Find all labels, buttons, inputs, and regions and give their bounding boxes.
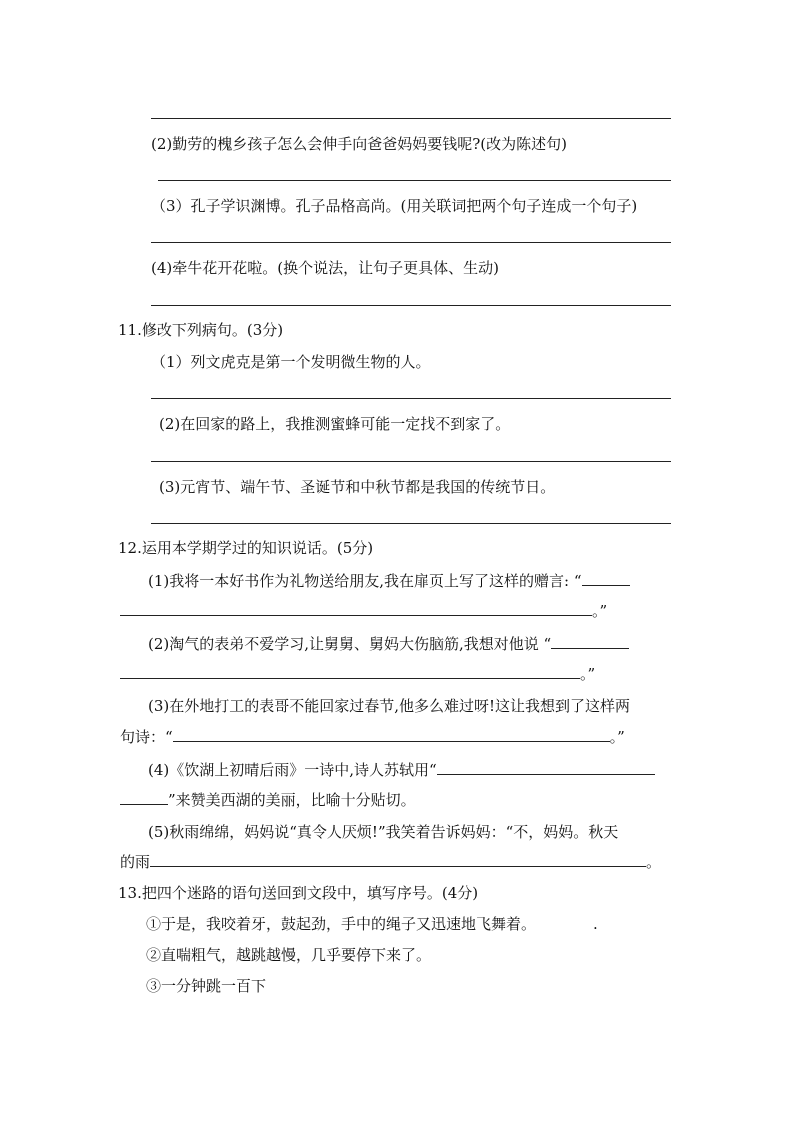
q12-item-4-cont [120,790,416,810]
q12-item-1-text: (1)我将一本好书作为礼物送给朋友,我在扉页上写了这样的赠言: “ [148,572,582,590]
answer-blank[interactable] [120,790,168,805]
q11-item-3: (3)元宵节、端午节、圣诞节和中秋节都是我国的传统节日。 [159,478,556,496]
q12-item-4 [148,760,655,780]
q10-item-3: （3）孔子学识渊博。孔子品格高尚。(用关联词把两个句子连成一个句子) [151,197,638,215]
q12-item-2 [148,634,629,654]
answer-line[interactable] [151,242,671,243]
answer-blank[interactable] [120,601,592,616]
q12-item-3-lead: 句诗：“ [120,728,173,746]
q12-item-4-end: ”来赞美西湖的美丽，比喻十分贴切。 [168,791,416,809]
q12-item-5-cont [120,852,661,872]
q12-item-5: (5)秋雨绵绵，妈妈说“真令人厌烦!”我笑着告诉妈妈：“不，妈妈。秋天 [148,823,619,841]
q12-item-5-lead: 的雨 [120,853,151,871]
answer-line[interactable] [151,461,671,462]
answer-blank[interactable] [551,634,629,649]
q12-item-2-end: 。” [580,665,596,683]
answer-line[interactable] [151,118,671,119]
answer-line[interactable] [151,523,671,524]
q13-item-3: ③一分钟跳一百下 [146,977,267,995]
q10-item-2: (2)勤劳的槐乡孩子怎么会伸手向爸爸妈妈要钱呢?(改为陈述句) [151,135,567,153]
q11-title: 11.修改下列病句。(3分) [118,321,284,339]
q10-item-4: (4)牵牛花开花啦。(换个说法，让句子更具体、生动) [151,259,499,277]
q13-title: 13.把四个迷路的语句送回到文段中，填写序号。(4分) [118,884,479,902]
q12-title: 12.运用本学期学过的知识说话。(5分) [118,539,374,557]
q12-item-5-end: 。 [646,853,662,871]
q12-item-1-cont [120,601,607,621]
q12-item-3-cont [120,727,625,747]
q12-item-1 [148,571,630,591]
q11-item-2: (2)在回家的路上，我推测蜜蜂可能一定找不到家了。 [159,415,511,433]
q12-item-3-end: 。” [609,728,625,746]
answer-blank[interactable] [582,571,630,586]
q12-item-3: (3)在外地打工的表哥不能回家过春节,他多么难过呀!这让我想到了这样两 [148,697,631,715]
q11-item-1: （1）列文虎克是第一个发明微生物的人。 [151,353,431,371]
q13-item-1: ①于是，我咬着牙，鼓起劲，手中的绳子又迅速地飞舞着。 [146,915,537,933]
q12-item-2-text: (2)淘气的表弟不爱学习,让舅舅、舅妈大伤脑筋,我想对他说 “ [148,635,552,653]
q12-item-2-cont [120,664,595,684]
answer-line[interactable] [158,180,671,181]
answer-blank[interactable] [173,727,610,742]
answer-blank[interactable] [150,852,646,867]
q13-item-1-dot: . [593,915,598,933]
answer-line[interactable] [151,398,671,399]
answer-line[interactable] [151,305,671,306]
q12-item-1-end: 。” [592,602,608,620]
answer-blank[interactable] [120,664,580,679]
q13-item-2: ②直喘粗气，越跳越慢，几乎要停下来了。 [146,946,432,964]
q12-item-4-text: (4)《饮湖上初晴后雨》一诗中,诗人苏轼用“ [148,761,437,779]
answer-blank[interactable] [437,760,655,775]
